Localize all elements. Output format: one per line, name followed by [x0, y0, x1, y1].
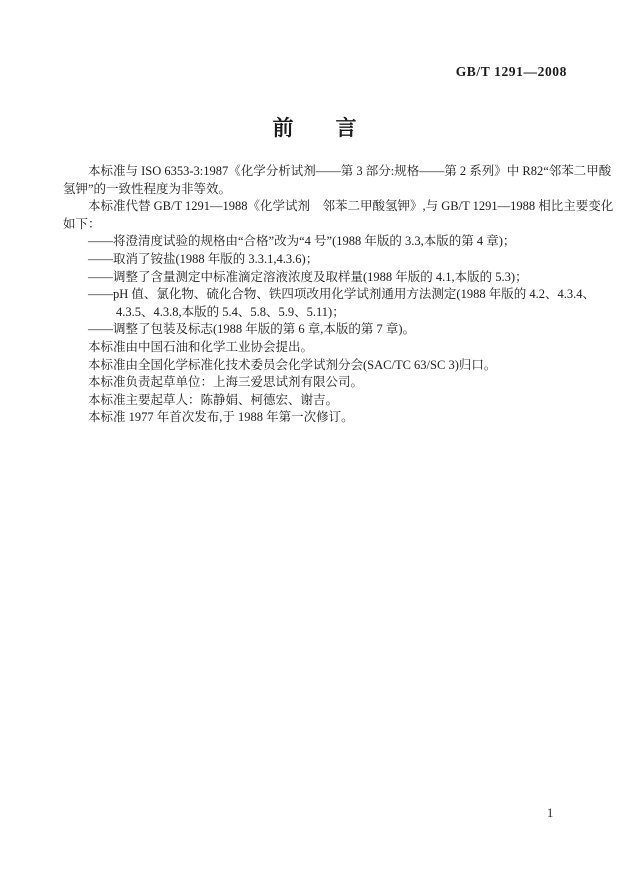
text-line: ——调整了包装及标志(1988 年版的第 6 章,本版的第 7 章)。 [88, 322, 416, 337]
text-line: 本标准代替 GB/T 1291—1988《化学试剂 邻苯二甲酸氢钾》,与 GB/T 1291—1988 相比主要变化 [88, 199, 614, 214]
text-line: 本标准与 ISO 6353-3:1987《化学分析试剂——第 3 部分:规格——第 2 系列》中 R82“邻苯二甲酸 [88, 164, 612, 178]
text-line: 本标准 1977 年首次发布,于 1988 年第一次修订。 [88, 410, 354, 425]
text-line: 本标准主要起草人：陈静娟、柯德宏、谢吉。 [88, 392, 339, 407]
text-line: 本标准由中国石油和化学工业协会提出。 [88, 339, 314, 354]
text-line: 4.3.5、4.3.8,本版的 5.4、5.8、5.9、5.11)； [116, 304, 345, 319]
text-line: ——pH 值、氯化物、硫化合物、铁四项改用化学试剂通用方法测定(1988 年版的 4.2、4.3.4、 [88, 287, 595, 302]
text-line: ——调整了含量测定中标准滴定溶液浓度及取样量(1988 年版的 4.1,本版的 5.3)； [88, 269, 528, 284]
text-line: 氢钾”的一致性程度为非等效。 [63, 181, 232, 196]
foreword-body [63, 163, 614, 427]
text-line: 如下： [63, 216, 101, 231]
text-line: ——将澄清度试验的规格由“合格”改为“4 号”(1988 年版的 3.3,本版的第 4 章)； [88, 234, 516, 249]
text-line: 本标准由全国化学标准化技术委员会化学试剂分会(SAC/TC 63/SC 3)归口。 [88, 357, 497, 372]
text-line: ——取消了铵盐(1988 年版的 3.3.1,4.3.6)； [88, 251, 319, 266]
page-number: 1 [547, 806, 554, 820]
standard-code: GB/T 1291—2008 [455, 64, 567, 79]
text-line: 本标准负责起草单位：上海三爱思试剂有限公司。 [88, 375, 364, 390]
page-title: 前 言 [272, 116, 357, 140]
